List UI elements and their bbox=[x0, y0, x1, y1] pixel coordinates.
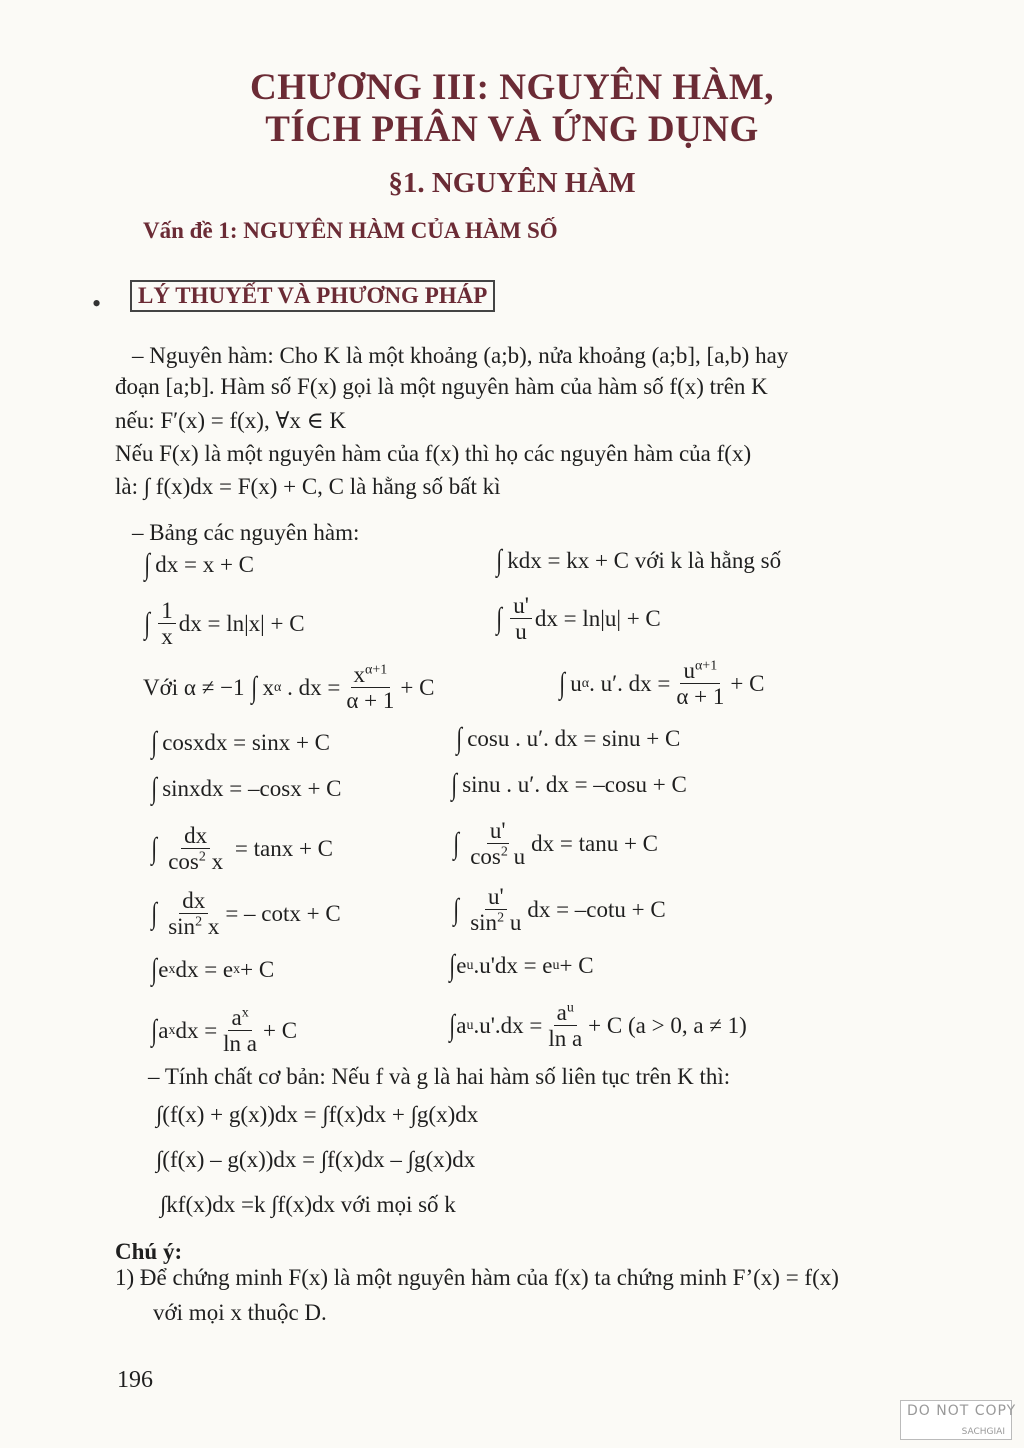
formula-power-x bbox=[143, 662, 434, 714]
formula-dx bbox=[143, 550, 254, 580]
formula-text: cosu . u′. dx = sinu + C bbox=[467, 726, 681, 751]
integral-symbol: ∫ bbox=[144, 548, 150, 581]
denominator: x bbox=[161, 624, 173, 650]
definition-line: đoạn [a;b]. Hàm số F(x) gọi là một nguyên hàm của hàm số f(x) trên K bbox=[115, 374, 768, 399]
formula-text: .u'dx = e bbox=[473, 953, 553, 978]
formula-text: dx = ln|u| + C bbox=[534, 605, 661, 631]
integral-symbol: ∫ bbox=[449, 949, 455, 982]
property-sum: ∫(f(x) + g(x))dx = ∫f(x)dx + ∫g(x)dx bbox=[156, 1102, 479, 1127]
exponent: x bbox=[233, 962, 241, 977]
property-scalar: ∫kf(x)dx =k ∫f(x)dx với mọi số k bbox=[160, 1192, 456, 1217]
fraction bbox=[467, 884, 524, 936]
numerator: 1 bbox=[158, 598, 176, 624]
numerator: dx bbox=[179, 888, 208, 914]
formula-text: . u′. dx = bbox=[589, 670, 671, 696]
formula-text: e bbox=[158, 957, 169, 982]
integral-symbol: ∫ bbox=[496, 601, 502, 635]
exponent: x bbox=[168, 1022, 176, 1038]
integral-symbol: ∫ bbox=[496, 544, 502, 577]
formula-cosu bbox=[455, 724, 680, 754]
numerator: dx bbox=[181, 823, 210, 849]
formula-text: sinxdx = –cosx + C bbox=[162, 776, 342, 801]
formula-text: + C bbox=[730, 670, 765, 696]
theory-heading: LÝ THUYẾT VÀ PHƯƠNG PHÁP bbox=[130, 280, 495, 312]
integral-symbol: ∫ bbox=[151, 772, 157, 805]
formula-text: dx = tanu + C bbox=[531, 830, 659, 856]
definition-line: Nếu F(x) là một nguyên hàm của f(x) thì họ các nguyên hàm của f(x) bbox=[115, 441, 752, 466]
formula-text: cosxdx = sinx + C bbox=[162, 730, 331, 755]
formula-text: . dx = bbox=[287, 674, 341, 700]
property-difference: ∫(f(x) – g(x))dx = ∫f(x)dx – ∫g(x)dx bbox=[156, 1147, 476, 1172]
formula-au bbox=[448, 1000, 747, 1052]
exponent: α bbox=[274, 679, 282, 695]
page-number: 196 bbox=[117, 1367, 153, 1393]
formula-text: + C bbox=[400, 674, 435, 700]
denominator: $\cos^2 u$ bbox=[470, 844, 526, 870]
formula-exp-u bbox=[448, 951, 594, 981]
formula-text: = – cotx + C bbox=[225, 900, 341, 926]
integral-symbol: ∫ bbox=[251, 670, 258, 704]
formula-tanx bbox=[150, 823, 333, 875]
integral-symbol: ∫ bbox=[151, 896, 157, 930]
fraction bbox=[158, 598, 176, 650]
base: u bbox=[570, 670, 582, 696]
formula-ax bbox=[150, 1005, 297, 1057]
exponent: u bbox=[466, 1017, 474, 1033]
integral-symbol: ∫ bbox=[453, 826, 459, 860]
formula-1-over-x bbox=[143, 598, 305, 650]
formula-text: + C bbox=[559, 953, 594, 978]
fraction bbox=[165, 888, 222, 940]
integral-symbol: ∫ bbox=[451, 768, 457, 801]
note-line: 1) Để chứng minh F(x) là một nguyên hàm của f(x) ta chứng minh F’(x) = f(x) bbox=[115, 1265, 839, 1290]
denominator: α + 1 bbox=[676, 684, 725, 710]
exponent: α bbox=[581, 675, 590, 691]
integral-symbol: ∫ bbox=[151, 726, 157, 759]
formula-power-u bbox=[558, 658, 764, 710]
section-title: §1. NGUYÊN HÀM bbox=[388, 167, 636, 199]
issue-title: Vấn đề 1: NGUYÊN HÀM CỦA HÀM SỐ bbox=[143, 218, 558, 243]
numerator: $u^{\alpha+1}$ bbox=[680, 658, 720, 684]
fraction bbox=[545, 1000, 585, 1052]
formula-sinx bbox=[150, 774, 342, 804]
formula-text: dx = bbox=[175, 1017, 218, 1043]
formula-cotu bbox=[452, 884, 666, 936]
base: x bbox=[262, 674, 275, 700]
denominator: $\sin^2 u$ bbox=[470, 910, 522, 936]
formula-text: kdx = kx + C với k là hằng số bbox=[507, 548, 782, 573]
formula-tanu bbox=[452, 818, 658, 870]
formula-text: + C (a > 0, a ≠ 1) bbox=[588, 1012, 747, 1038]
integral-symbol: ∫ bbox=[456, 722, 462, 755]
formula-u-prime-over-u bbox=[495, 593, 661, 645]
formula-text: e bbox=[456, 953, 467, 978]
formula-text: dx = e bbox=[175, 957, 234, 982]
definition-line: nếu: F′(x) = f(x), ∀x ∈ K bbox=[115, 408, 346, 433]
exponent: u bbox=[552, 958, 560, 973]
table-heading: – Bảng các nguyên hàm: bbox=[132, 520, 360, 545]
integral-symbol: ∫ bbox=[151, 953, 157, 986]
formula-prefix: Với α ≠ −1 bbox=[143, 674, 245, 700]
numerator: u' bbox=[487, 818, 509, 844]
integral-symbol: ∫ bbox=[449, 1008, 455, 1042]
formula-text: dx = –cotu + C bbox=[527, 896, 666, 922]
formula-exp-x bbox=[150, 955, 274, 985]
fraction bbox=[510, 593, 532, 645]
chapter-title-line2: TÍCH PHÂN VÀ ỨNG DỤNG bbox=[265, 109, 759, 150]
bullet-marker: • bbox=[92, 289, 102, 318]
formula-text: + C bbox=[240, 957, 275, 982]
integral-symbol: ∫ bbox=[559, 666, 565, 700]
note-heading: Chú ý: bbox=[115, 1239, 183, 1264]
chapter-title-line1: CHƯƠNG III: NGUYÊN HÀM, bbox=[249, 67, 774, 108]
integral-symbol: ∫ bbox=[144, 606, 150, 640]
denominator: ln a bbox=[223, 1031, 258, 1057]
formula-kdx bbox=[495, 546, 781, 576]
integral-symbol: ∫ bbox=[151, 831, 157, 865]
numerator: u' bbox=[485, 884, 507, 910]
exponent: u bbox=[466, 958, 474, 973]
definition-line: là: ∫ f(x)dx = F(x) + C, C là hằng số bất kì bbox=[115, 474, 501, 499]
formula-text: .u'.dx = bbox=[473, 1012, 543, 1038]
formula-text: a bbox=[456, 1012, 467, 1038]
denominator: u bbox=[515, 619, 527, 645]
fraction bbox=[467, 818, 528, 870]
formula-sinu bbox=[450, 770, 687, 800]
fraction bbox=[343, 662, 397, 714]
properties-heading: – Tính chất cơ bản: Nếu f và g là hai hàm số liên tục trên K thì: bbox=[148, 1064, 731, 1089]
formula-text: sinu . u′. dx = –cosu + C bbox=[462, 772, 687, 797]
note-line: với mọi x thuộc D. bbox=[153, 1300, 327, 1325]
fraction bbox=[165, 823, 226, 875]
formula-text: = tanx + C bbox=[234, 835, 334, 861]
fraction bbox=[220, 1005, 260, 1057]
definition-line: – Nguyên hàm: Cho K là một khoảng (a;b), nửa khoảng (a;b], [a,b) hay bbox=[132, 343, 789, 368]
formula-text: a bbox=[158, 1017, 169, 1043]
integral-symbol: ∫ bbox=[453, 892, 459, 926]
denominator: α + 1 bbox=[346, 688, 395, 714]
numerator: $a^u$ bbox=[554, 1000, 577, 1026]
formula-text: dx = ln|x| + C bbox=[178, 610, 305, 636]
formula-cotx bbox=[150, 888, 341, 940]
numerator: $x^{\alpha+1}$ bbox=[351, 662, 391, 688]
watermark-logo bbox=[900, 1400, 1017, 1440]
watermark-text: SACHGIAI bbox=[961, 1427, 1005, 1437]
fraction bbox=[673, 658, 727, 710]
watermark-text: DO NOT COPY bbox=[907, 1403, 1017, 1419]
integral-symbol: ∫ bbox=[151, 1013, 157, 1047]
formula-cosx bbox=[150, 728, 330, 758]
numerator: u' bbox=[510, 593, 532, 619]
denominator: $\cos^2 x$ bbox=[168, 849, 224, 875]
exponent: x bbox=[168, 962, 176, 977]
denominator: $\sin^2 x$ bbox=[168, 914, 220, 940]
formula-text: dx = x + C bbox=[155, 552, 255, 577]
numerator: $a^x$ bbox=[228, 1005, 251, 1031]
formula-text: + C bbox=[263, 1017, 298, 1043]
denominator: ln a bbox=[548, 1026, 583, 1052]
